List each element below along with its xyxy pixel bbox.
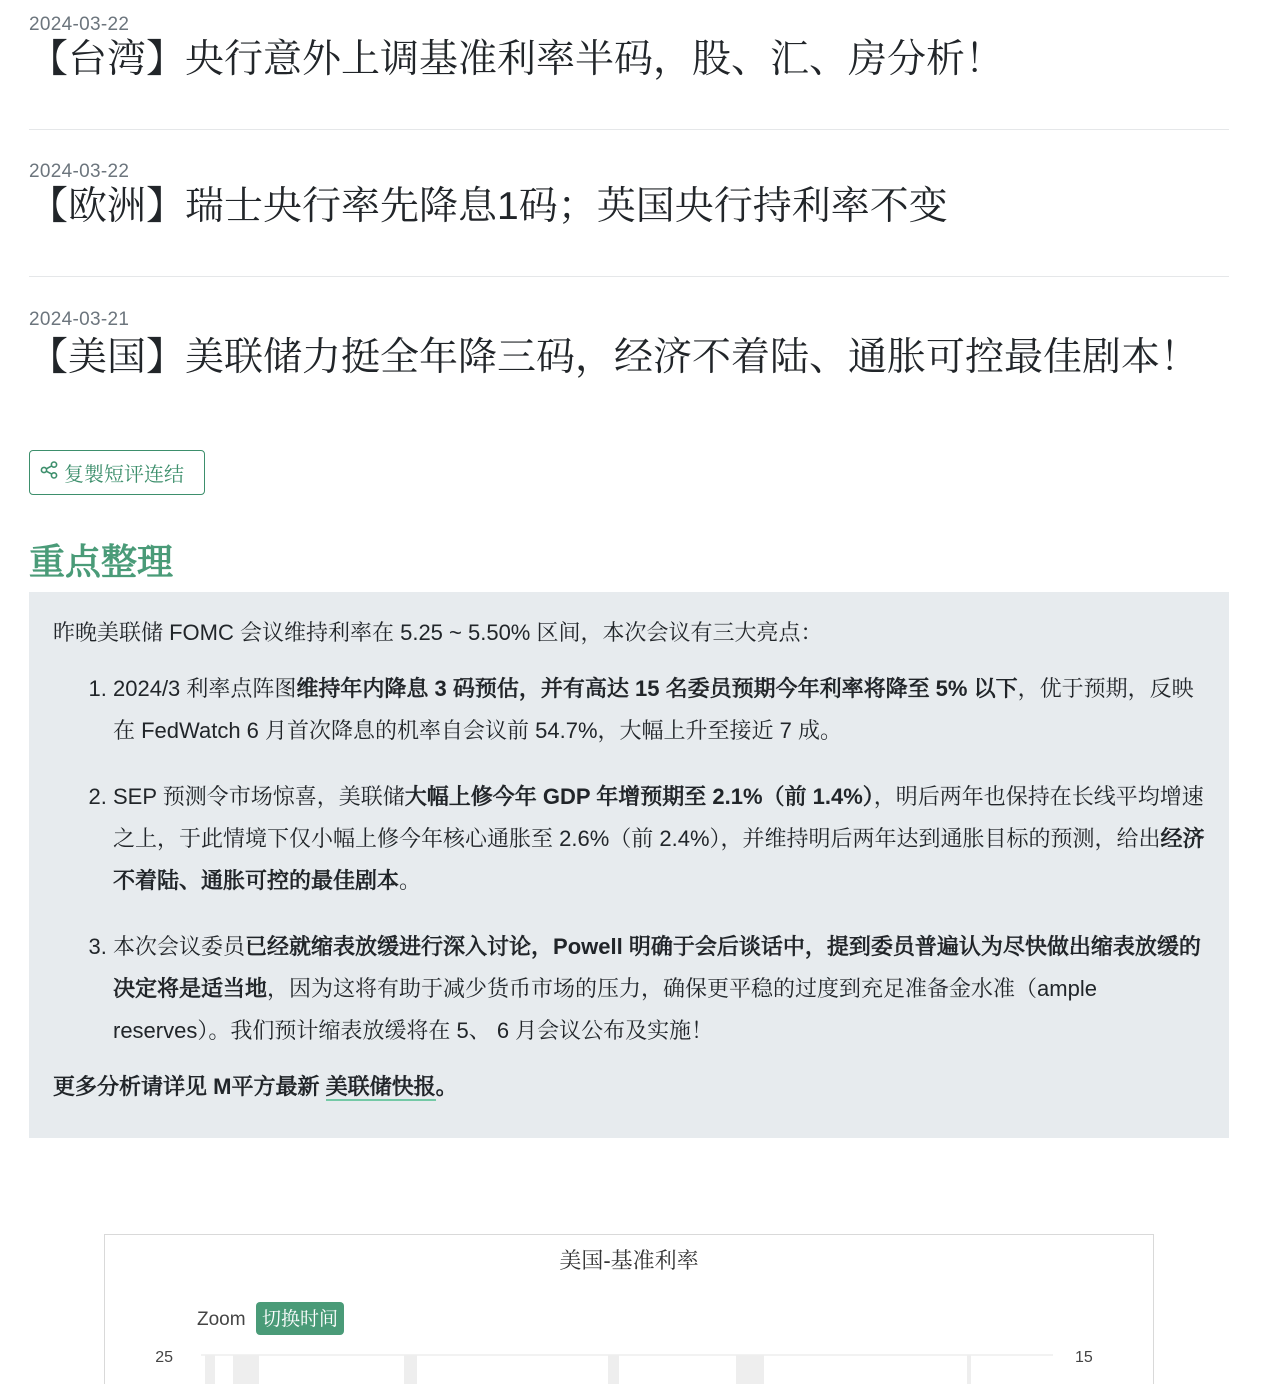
summary-text: SEP 预测令市场惊喜，美联储 [113,784,405,809]
recession-band [205,1355,215,1384]
summary-list [53,668,1205,1052]
recession-band [736,1355,764,1384]
summary-bold: 已经就缩表放缓进行深入讨论，Powell 明确于会后谈话中，提到委员普遍认为尽快做出缩表放缓的决定将是适当地 [113,934,1201,1001]
recession-bands [205,1355,971,1384]
summary-item [113,926,1205,1052]
summary-text: 。 [399,868,422,893]
rate-chart [105,1235,1155,1384]
section-title: 重点整理 [29,541,174,582]
post-date: 2024-03-21 [29,309,130,330]
post-title[interactable]: 【台湾】央行意外上调基准利率半码，股、汇、房分析！ [29,38,1005,81]
post-item[interactable] [29,14,1229,130]
copy-share-link-button[interactable] [29,450,205,495]
fed-report-link[interactable]: 美联储快报 [325,1074,436,1099]
summary-text: ，因为这将有助于减少货币市场的压力，确保更平稳的过度到充足准备金水准（ample reserves）。我们预计缩表放缓将在 5、 6 月会议公布及实施！ [113,976,1097,1043]
post-item[interactable] [29,161,1229,277]
summary-bold: 维持年内降息 3 码预估，并有高达 15 名委员预期今年利率将降至 5% 以下 [296,676,1018,701]
share-icon [40,461,58,485]
summary-box [29,592,1229,1138]
more-prefix: 更多分析请详见 M平方最新 [53,1074,326,1099]
post-date: 2024-03-22 [29,14,130,35]
toggle-time-label: 切换时间 [261,1309,339,1330]
y-axis-right-tick: 15 [1075,1349,1093,1366]
summary-bold: 大幅上修今年 GDP 年增预期至 2.1%（前 1.4%） [404,784,874,809]
post-date: 2024-03-22 [29,161,130,182]
more-suffix: 。 [435,1074,458,1099]
recession-band [967,1355,971,1384]
more-analysis [53,1066,1205,1108]
post-item[interactable] [29,309,1229,381]
summary-text: 2024/3 利率点阵图 [113,676,297,701]
recession-band [404,1355,417,1384]
summary-text: ，明后两年也保持在长线平均增速之上，于此情境下仅小幅上修今年核心通胀至 2.6%（前 2.4%），并维持明后两年达到通胀目标的预测，给出 [113,784,1204,851]
summary-intro: 昨晚美联储 FOMC 会议维持利率在 5.25 ~ 5.50% 区间，本次会议有三大亮点： [53,620,823,645]
summary-bold: 经济不着陆、通胀可控的最佳剧本 [113,826,1205,893]
post-title[interactable]: 【美国】美联储力挺全年降三码，经济不着陆、通胀可控最佳剧本！ [29,336,1200,379]
copy-share-link-label: 复製短评连结 [64,464,184,486]
zoom-label: Zoom [197,1309,246,1330]
recession-band [233,1355,259,1384]
toggle-time-button[interactable] [256,1302,344,1335]
chart-card [104,1234,1154,1384]
y-axis-left-tick: 25 [155,1349,173,1366]
chart-title: 美国-基准利率 [559,1248,699,1273]
summary-text: 本次会议委员 [113,934,246,959]
summary-text: ，优于预期，反映在 FedWatch 6 月首次降息的机率自会议前 54.7%，大幅上升至接近 7 成。 [113,676,1194,743]
recession-band [608,1355,619,1384]
post-title[interactable]: 【欧洲】瑞士央行率先降息1码；英国央行持利率不变 [29,185,948,228]
summary-item [113,776,1205,902]
summary-item [113,668,1205,752]
